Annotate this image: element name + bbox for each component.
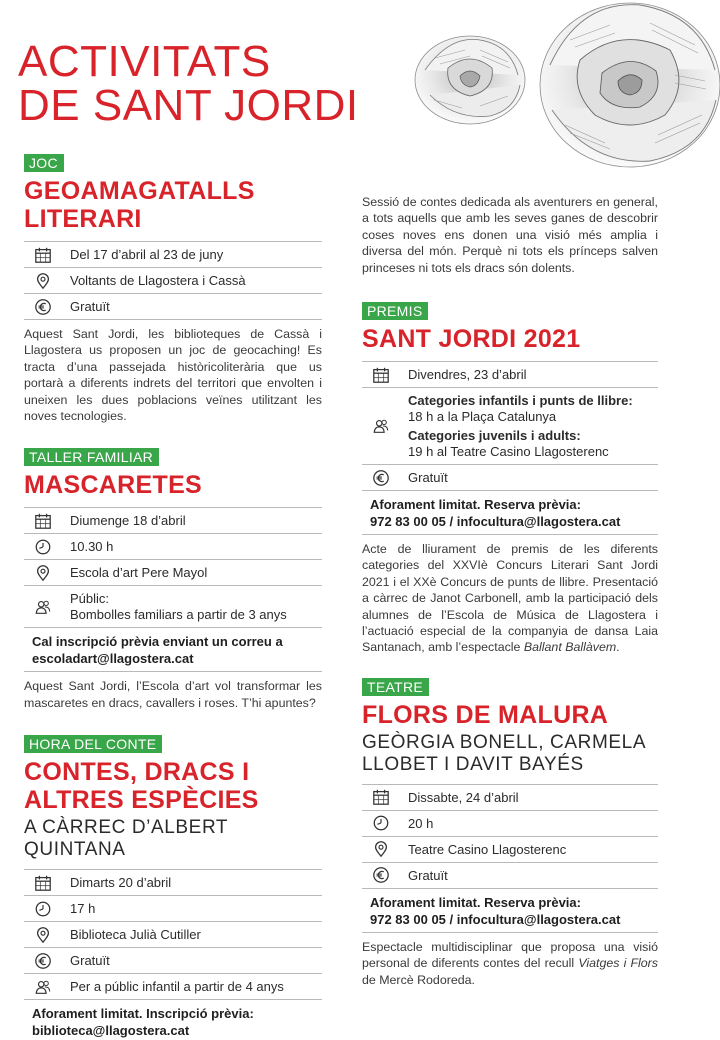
info-row-price bbox=[24, 948, 322, 974]
event-mascaretes bbox=[24, 448, 322, 711]
info-row-price bbox=[362, 863, 658, 889]
page-title-line1: ACTIVITATS bbox=[18, 37, 271, 86]
info-row-time bbox=[24, 534, 322, 560]
reservation-notice: Aforament limitat. Reserva prèvia: 972 83 00 05 / infocultura@llagostera.cat bbox=[362, 889, 658, 933]
info-text: Voltants de Llagostera i Cassà bbox=[70, 273, 246, 288]
contact-link[interactable]: 972 83 00 05 / infocultura@llagostera.cat bbox=[370, 514, 621, 530]
event-info-list bbox=[362, 784, 658, 889]
info-text: Gratuït bbox=[408, 867, 448, 883]
info-row-location bbox=[24, 560, 322, 586]
event-description: Aquest Sant Jordi, l’Escola d’art vol transformar les mascaretes en dracs, cavallers i roses. T’hi apuntes? bbox=[24, 679, 322, 710]
info-row-price bbox=[362, 465, 658, 491]
reservation-notice: Aforament limitat. Reserva prèvia: 972 83 00 05 / infocultura@llagostera.cat bbox=[362, 491, 658, 535]
info-text: Dimarts 20 d’abril bbox=[70, 875, 172, 891]
info-row-audience bbox=[24, 586, 322, 628]
info-row-date bbox=[24, 870, 322, 896]
location-pin-icon bbox=[24, 272, 60, 290]
category-tag: HORA DEL CONTE bbox=[24, 735, 162, 753]
rose-large bbox=[540, 3, 720, 167]
info-row-location bbox=[24, 922, 322, 948]
left-column bbox=[24, 154, 322, 1040]
calendar-icon bbox=[24, 246, 60, 264]
event-geoamagatalls bbox=[24, 154, 322, 424]
page-title bbox=[18, 37, 359, 130]
contact-link[interactable]: 972 83 00 05 / infocultura@llagostera.cat bbox=[370, 911, 621, 927]
event-subtitle: A CÀRREC D’ALBERT QUINTANA bbox=[24, 817, 228, 861]
info-text: Biblioteca Julià Cutiller bbox=[70, 927, 201, 943]
info-row-time bbox=[362, 811, 658, 837]
calendar-icon bbox=[362, 366, 398, 384]
clock-icon bbox=[24, 900, 60, 918]
event-subtitle: GEÒRGIA BONELL, CARMELA LLOBET I DAVIT BAYÉS bbox=[362, 731, 647, 775]
people-icon bbox=[24, 978, 60, 996]
event-teatre bbox=[362, 678, 658, 988]
event-info-list bbox=[24, 507, 322, 628]
event-info-list bbox=[24, 869, 322, 1000]
event-description: Aquest Sant Jordi, les biblioteques de Cassà i Llagostera us proposen un joc de geocaching! Es tracta d’una passejada històricoliterària que us portarà a diferents indrets del territori que envolten i uneixen les dues poblacions veïnes utilitzant les noves tecnologies. bbox=[24, 327, 322, 424]
info-text: Diumenge 18 d’abril bbox=[70, 513, 186, 529]
event-title: FLORS DE MALURA bbox=[362, 700, 609, 729]
info-row-time bbox=[24, 896, 322, 922]
paper-roses-illustration bbox=[385, 0, 720, 180]
euro-icon bbox=[362, 469, 398, 487]
people-icon bbox=[24, 598, 60, 616]
euro-icon bbox=[24, 952, 60, 970]
info-text: Divendres, 23 d’abril bbox=[408, 367, 527, 383]
euro-icon bbox=[362, 866, 398, 884]
registration-notice: Cal inscripció prèvia enviant un correu a escoladart@llagostera.cat bbox=[24, 628, 322, 672]
event-description: Espectacle multidisciplinar que proposa una visió personal de diferents contes del recull Viatges i Flors de Mercè Rodoreda. bbox=[362, 939, 658, 987]
location-pin-icon bbox=[362, 840, 398, 858]
clock-icon bbox=[24, 538, 60, 556]
event-info-list bbox=[24, 241, 322, 320]
info-text: Teatre Casino Llagosterenc bbox=[408, 841, 567, 857]
category-tag: PREMIS bbox=[362, 302, 428, 320]
location-pin-icon bbox=[24, 564, 60, 582]
event-title: GEOAMAGATALLS LITERARI bbox=[24, 177, 255, 233]
category-time: 18 h a la Plaça Catalunya bbox=[408, 409, 557, 425]
info-text: Escola d’art Pere Mayol bbox=[70, 565, 208, 581]
info-row-location bbox=[24, 268, 322, 294]
info-row-audience bbox=[24, 974, 322, 1000]
clock-icon bbox=[362, 814, 398, 832]
info-text: Dissabte, 24 d’abril bbox=[408, 789, 519, 805]
event-title: CONTES, DRACS I ALTRES ESPÈCIES bbox=[24, 758, 259, 815]
contes-description: Sessió de contes dedicada als aventurers en general, a tots aquells que amb les seves ganes de descobrir coses noves ens donen una visió més amplia i diversa del món. Perquè ni tots els prínceps salven princeses ni tots els dracs són dolents. bbox=[362, 195, 658, 275]
event-contes bbox=[24, 735, 322, 1040]
info-text: 20 h bbox=[408, 815, 434, 831]
info-text: Del 17 d’abril al 23 de juny bbox=[70, 247, 224, 262]
people-icon bbox=[362, 417, 398, 435]
info-text: Gratuït bbox=[70, 299, 110, 314]
category-time: 19 h al Teatre Casino Llagosterenc bbox=[408, 444, 609, 460]
info-row-categories bbox=[362, 388, 658, 465]
category-tag: JOC bbox=[24, 154, 64, 172]
registration-notice: Aforament limitat. Inscripció prèvia: biblioteca@llagostera.cat bbox=[24, 1000, 322, 1040]
audience-label: Públic: bbox=[70, 591, 110, 607]
info-row-price bbox=[24, 294, 322, 320]
info-text: 17 h bbox=[70, 901, 96, 917]
event-premis bbox=[362, 302, 658, 656]
info-row-date bbox=[24, 242, 322, 268]
event-info-list bbox=[362, 361, 658, 491]
category-label: Categories infantils i punts de llibre: bbox=[408, 393, 633, 409]
calendar-icon bbox=[24, 512, 60, 530]
email-link[interactable]: biblioteca@llagostera.cat bbox=[32, 1023, 190, 1039]
info-row-date bbox=[24, 508, 322, 534]
audience-text: Bombolles familiars a partir de 3 anys bbox=[70, 607, 287, 623]
rose-small bbox=[415, 36, 525, 124]
info-text: Gratuït bbox=[408, 470, 448, 486]
euro-icon bbox=[24, 298, 60, 316]
email-link[interactable]: escoladart@llagostera.cat bbox=[32, 651, 194, 667]
calendar-icon bbox=[24, 874, 60, 892]
info-text: Per a públic infantil a partir de 4 anys bbox=[70, 979, 284, 995]
location-pin-icon bbox=[24, 926, 60, 944]
category-label: Categories juvenils i adults: bbox=[408, 428, 581, 444]
info-row-date bbox=[362, 785, 658, 811]
category-tag: TEATRE bbox=[362, 678, 429, 696]
page-title-line2: DE SANT JORDI bbox=[18, 81, 359, 130]
info-text: 10.30 h bbox=[70, 539, 114, 555]
category-tag: TALLER FAMILIAR bbox=[24, 448, 159, 466]
right-column bbox=[362, 190, 658, 988]
info-row-date bbox=[362, 362, 658, 388]
event-description: Acte de lliurament de premis de les diferents categories del XXVIè Concurs Literari Sant Jordi 2021 i el XXè Concurs de punts de llibre. Presentació a càrrec de Janot Carbonell, amb la participació dels alumnes de l’Escola de Música de Llagostera i l’actuació especial de la companyia de dansa Laia Santanach, amb l’espectacle Ballant Ballàvem. bbox=[362, 542, 658, 655]
event-title: SANT JORDI 2021 bbox=[362, 325, 581, 354]
calendar-icon bbox=[362, 788, 398, 806]
info-row-location bbox=[362, 837, 658, 863]
info-text: Gratuït bbox=[70, 953, 110, 969]
event-title: MASCARETES bbox=[24, 471, 203, 500]
